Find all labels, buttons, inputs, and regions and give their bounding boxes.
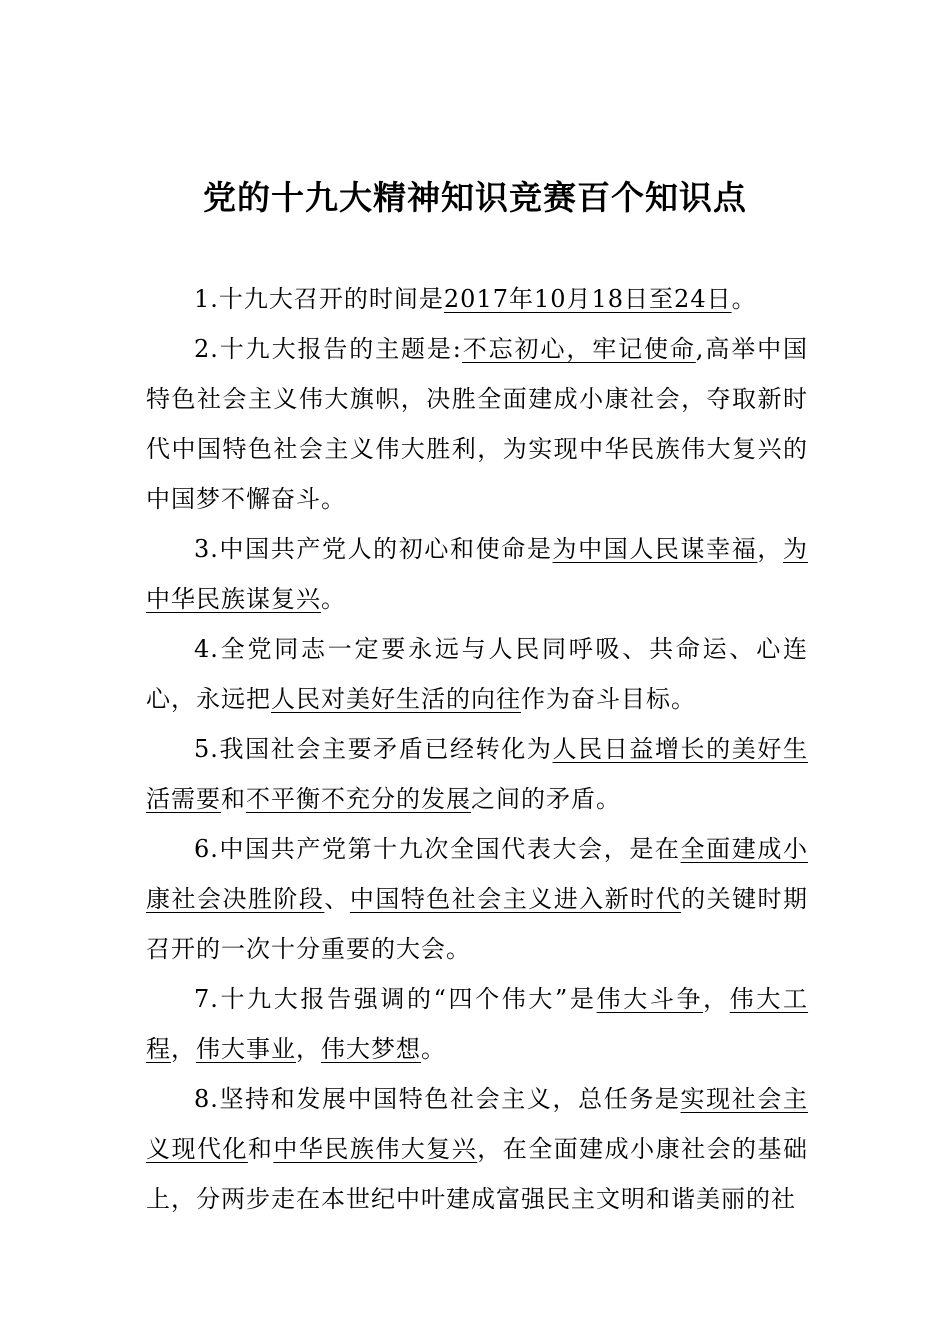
underlined-answer: 伟大梦想 (321, 1035, 421, 1063)
knowledge-point-8 (146, 1074, 808, 1224)
underlined-answer: 中国特色社会主义进入新时代 (349, 885, 682, 913)
paragraph-text: 作为奋斗目标。 (521, 685, 696, 713)
underlined-answer: 为中华民族谋复兴 (146, 535, 809, 613)
paragraph-text: 和 (221, 785, 246, 813)
underlined-answer: 伟大工程 (146, 985, 809, 1063)
document-body (146, 274, 808, 1224)
knowledge-point-6 (146, 824, 808, 974)
underlined-answer: 不平衡不充分的发展 (246, 785, 471, 813)
paragraph-text: ，在全面建成小康社会的基础上，分两步走在本世纪中叶建成富强民主文明和谐美丽的社 (146, 1135, 809, 1213)
paragraph-text: 。 (731, 285, 757, 313)
paragraph-text: ， (703, 985, 730, 1013)
paragraph-text: ， (171, 1035, 196, 1063)
paragraph-text: 8.坚持和发展中国特色社会主义，总任务是 (194, 1085, 681, 1113)
paragraph-text: ， (296, 1035, 321, 1063)
underlined-answer: 不忘初心，牢记使命 (461, 335, 696, 363)
paragraph-text: 和 (247, 1135, 274, 1163)
paragraph-text: ， (757, 535, 784, 563)
underlined-answer: 实现社会主义现代化 (146, 1085, 808, 1163)
document-title: 党的十九大精神知识竞赛百个知识点 (203, 178, 747, 217)
paragraph-text: 1.十九大召开的时间是 (194, 285, 444, 313)
knowledge-point-1 (146, 274, 808, 324)
paragraph-text: 。 (321, 585, 346, 613)
underlined-answer: 伟大事业 (196, 1035, 296, 1063)
underlined-answer: 中华民族伟大复兴 (273, 1135, 478, 1163)
paragraph-text: 3.中国共产党人的初心和使命是 (194, 535, 553, 563)
underlined-answer: 伟大斗争 (596, 985, 704, 1013)
underlined-answer: 人民对美好生活的向往 (271, 685, 521, 713)
underlined-answer: 2017年10月18日至24日 (443, 285, 732, 313)
paragraph-text: 4.全党同志一定要永远与人民同呼吸、共命运、心连心，永远把 (146, 635, 808, 713)
paragraph-text: 、 (324, 885, 350, 913)
paragraph-text: 2.十九大报告的主题是: (194, 335, 462, 363)
knowledge-point-2 (146, 324, 808, 524)
knowledge-point-7 (146, 974, 808, 1074)
underlined-answer: 人民日益增长的美好生活需要 (146, 735, 808, 813)
paragraph-text: 7.十九大报告强调的“四个伟大”是 (194, 985, 597, 1013)
paragraph-text: 5.我国社会主要矛盾已经转化为 (194, 735, 553, 763)
underlined-answer: 全面建成小康社会决胜阶段 (146, 835, 808, 913)
knowledge-point-5 (146, 724, 808, 824)
paragraph-text: 6.中国共产党第十九次全国代表大会，是在 (194, 835, 681, 863)
paragraph-text: 。 (421, 1035, 446, 1063)
paragraph-text: ,高举中国特色社会主义伟大旗帜，决胜全面建成小康社会，夺取新时代中国特色社会主义伟大胜利，为实现中华民族伟大复兴的中国梦不懈奋斗。 (146, 335, 808, 513)
paragraph-text: 的关键时期召开的一次十分重要的大会。 (146, 885, 809, 963)
knowledge-point-4 (146, 624, 808, 724)
knowledge-point-3 (146, 524, 808, 624)
paragraph-text: 之间的矛盾。 (471, 785, 621, 813)
underlined-answer: 为中国人民谋幸福 (552, 535, 758, 563)
